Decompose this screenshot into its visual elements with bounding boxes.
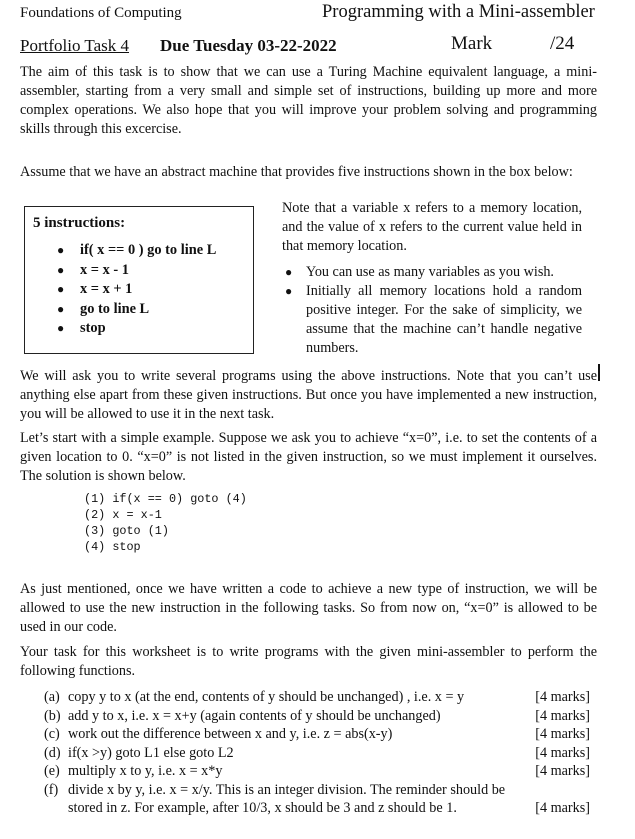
bullet-icon: ● — [285, 265, 293, 279]
instructions-box — [24, 206, 254, 354]
bullet-icon: ● — [57, 243, 65, 257]
task-item — [44, 744, 594, 763]
code-line: (3) goto (1) — [84, 524, 169, 538]
note-bullet-item: ● You can use as many variables as you wish. — [285, 264, 554, 280]
instructions-usage-paragraph: We will ask you to write several programs using the above instructions. Note that you can’t use anything else apart from these given instructions. But once you have implemented a new instruction, you will be allowed to use it in the next task. — [20, 368, 597, 422]
instruction-item: ● stop — [25, 319, 216, 339]
bullet-icon: ● — [285, 284, 293, 298]
code-line: (2) x = x-1 — [84, 508, 162, 522]
task-item-text: copy y to x (at the end, contents of y should be unchanged) , i.e. x = y — [68, 689, 465, 705]
instruction-item: ● go to line L — [25, 300, 216, 320]
task-item — [44, 781, 594, 818]
example-paragraph: Let’s start with a simple example. Suppose we ask you to achieve “x=0”, i.e. to set the contents of a given location to 0. “x=0” is not listed in the given instruction, so we must implement it ourselves. The solution is shown below. — [20, 430, 597, 484]
task-item-text: if(x >y) goto L1 else goto L2 — [68, 744, 234, 761]
task-item-label: (d) — [44, 744, 61, 761]
task-item-marks: [4 marks] — [535, 689, 590, 705]
task-item-text: divide x by y, i.e. x = x/y. This is an integer division. The reminder should be stored in z. For example, after 10/3, x should be 3 and z should be 1. — [68, 781, 506, 816]
bullet-icon: ● — [57, 262, 65, 277]
task-item-label: (b) — [44, 707, 61, 724]
bullet-icon: ● — [57, 282, 65, 296]
task-item-text: work out the difference between x and y, i.e. z = abs(x-y) — [68, 726, 393, 742]
task-item-label: (e) — [44, 763, 60, 779]
instruction-item: ● x = x - 1 — [25, 261, 216, 281]
page-title: Programming with a Mini-assembler — [322, 2, 595, 22]
task-item-label: (c) — [44, 726, 60, 742]
task-item — [44, 762, 594, 781]
your-task-paragraph: Your task for this worksheet is to write programs with the given mini-assembler to perform the following functions. — [20, 644, 597, 679]
bullet-icon: ● — [57, 321, 65, 335]
instructions-list — [25, 241, 216, 339]
task-item-marks: [4 marks] — [535, 763, 590, 779]
example-code — [84, 491, 247, 555]
task-item-marks: [4 marks] — [535, 726, 590, 742]
note-bullets — [282, 263, 582, 358]
code-line: (1) if(x == 0) goto (4) — [84, 492, 247, 506]
new-instruction-paragraph: As just mentioned, once we have written a code to achieve a new type of instruction, we will be allowed to use the new instruction in the following tasks. So from now on, “x=0” is allowed to be used in our code. — [20, 581, 597, 635]
assume-paragraph: Assume that we have an abstract machine that provides five instructions shown in the box below: — [20, 164, 573, 180]
instruction-item: ● if( x == 0 ) go to line L — [25, 241, 216, 261]
mark-total: /24 — [550, 33, 575, 54]
variable-note: Note that a variable x refers to a memory location, and the value of x refers to the current value held in that memory location. — [282, 200, 582, 254]
instructions-box-title: 5 instructions: — [33, 215, 126, 231]
task-item-text: add y to x, i.e. x = x+y (again contents of y should be unchanged) — [68, 707, 441, 724]
task-list — [44, 688, 594, 818]
task-item-marks: [4 marks] — [535, 707, 590, 724]
bullet-icon: ● — [57, 301, 65, 316]
note-bullet-item: ● Initially all memory locations hold a random positive integer. For the sake of simplicity, we assume that the machine can’t handle negative numbers. — [285, 283, 582, 356]
task-item-marks: [4 marks] — [535, 744, 590, 761]
task-item — [44, 688, 594, 707]
instruction-item: ● x = x + 1 — [25, 280, 216, 300]
aim-paragraph: The aim of this task is to show that we can use a Turing Machine equivalent language, a mini-assembler, starting from a very small and simple set of instructions, building up more and more complex operations. We also hope that you will improve your problem solving and programming skills through this excercise. — [20, 64, 597, 137]
task-item-marks: [4 marks] — [535, 800, 590, 816]
task-item — [44, 725, 594, 744]
due-date: Due Tuesday 03-22-2022 — [160, 36, 337, 55]
mark-label: Mark — [451, 33, 493, 54]
course-name: Foundations of Computing — [20, 5, 182, 21]
task-item-label: (a) — [44, 689, 60, 705]
task-item — [44, 707, 594, 726]
task-item-label: (f) — [44, 781, 59, 798]
task-item-text: multiply x to y, i.e. x = x*y — [68, 763, 223, 779]
task-header — [20, 33, 620, 58]
task-label: Portfolio Task 4 — [20, 36, 129, 55]
code-line: (4) stop — [84, 540, 141, 554]
text-cursor — [598, 364, 600, 381]
